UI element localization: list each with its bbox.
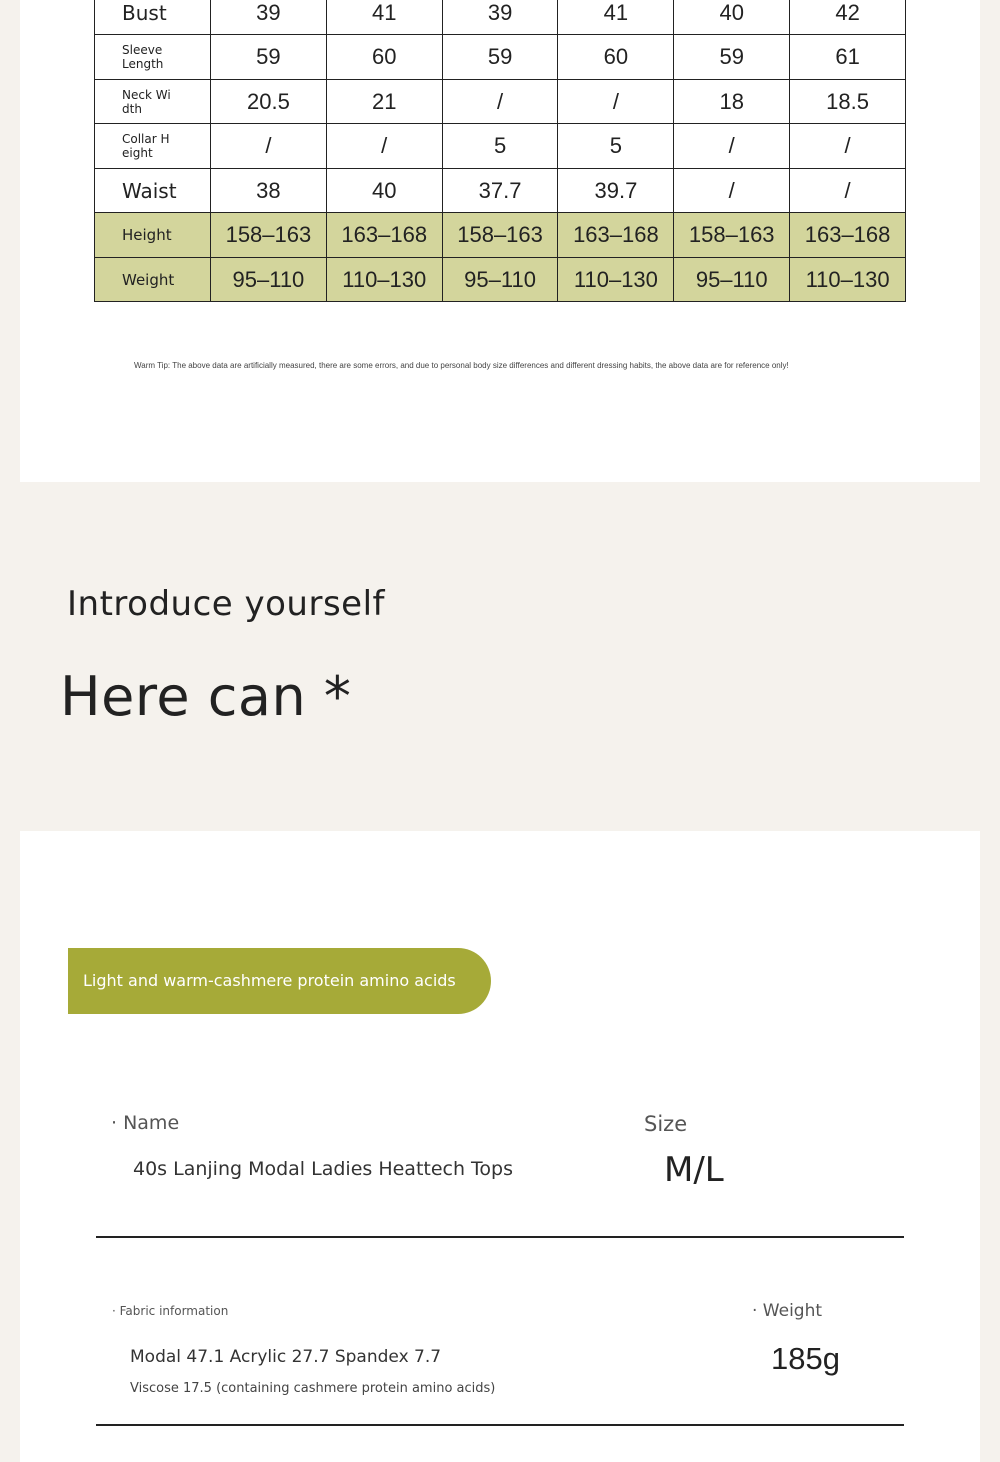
size-table-cell: 163–168 <box>790 213 906 258</box>
size-table-cell: / <box>790 169 906 213</box>
fabric-label: · Fabric information <box>112 1304 229 1318</box>
size-table-cell: 158–163 <box>211 213 327 258</box>
size-table-cell: 110–130 <box>790 258 906 302</box>
size-table-cell: 95–110 <box>674 258 790 302</box>
feature-banner: Light and warm-cashmere protein amino acids <box>68 948 491 1014</box>
size-table-row <box>95 35 906 80</box>
divider-line <box>96 1424 904 1426</box>
warm-tip: Warm Tip: The above data are artificially measured, there are some errors, and due to personal body size differences and different dressing habits, the above data are for reference only! <box>134 361 789 370</box>
name-label: · Name <box>111 1112 180 1134</box>
name-value: 40s Lanjing Modal Ladies Heattech Tops <box>133 1158 514 1180</box>
size-table-cell: 158–163 <box>442 213 558 258</box>
size-table-cell: 39.7 <box>558 169 674 213</box>
size-row-label: Neck Wi dth <box>95 80 211 124</box>
size-table-cell: 20.5 <box>211 80 327 124</box>
size-row-label: Waist <box>95 169 211 213</box>
size-table-cell: 59 <box>442 35 558 80</box>
size-table-cell: 60 <box>558 35 674 80</box>
size-table-cell: 18 <box>674 80 790 124</box>
size-table-cell: 158–163 <box>674 213 790 258</box>
size-table-cell: 59 <box>211 35 327 80</box>
size-table-cell: 41 <box>326 0 442 35</box>
size-table-cell: 41 <box>558 0 674 35</box>
size-table-cell: 18.5 <box>790 80 906 124</box>
size-table-cell: / <box>326 124 442 169</box>
size-table-cell: / <box>442 80 558 124</box>
size-table-cell: 60 <box>326 35 442 80</box>
weight-value: 185g <box>771 1341 840 1376</box>
size-table-cell: 61 <box>790 35 906 80</box>
size-label: Size <box>644 1112 688 1136</box>
size-table-cell: 5 <box>442 124 558 169</box>
size-table-row <box>95 169 906 213</box>
size-table-row <box>95 213 906 258</box>
size-table <box>94 0 906 302</box>
size-table-cell: 39 <box>211 0 327 35</box>
size-table-cell: 110–130 <box>558 258 674 302</box>
size-table-cell: / <box>674 124 790 169</box>
size-table-cell: 5 <box>558 124 674 169</box>
size-row-label: Sleeve Length <box>95 35 211 80</box>
weight-label: · Weight <box>752 1301 823 1321</box>
size-table-cell: / <box>558 80 674 124</box>
fabric-value-2: Viscose 17.5 (containing cashmere protein amino acids) <box>130 1381 496 1396</box>
size-table-cell: 95–110 <box>442 258 558 302</box>
size-table-row <box>95 124 906 169</box>
size-table-cell: 163–168 <box>558 213 674 258</box>
size-table-row <box>95 258 906 302</box>
intro-title: Introduce yourself <box>67 584 385 624</box>
size-table-cell: 39 <box>442 0 558 35</box>
size-table-cell: 42 <box>790 0 906 35</box>
size-table-cell: 59 <box>674 35 790 80</box>
divider-line <box>96 1236 904 1238</box>
size-table-cell: 40 <box>674 0 790 35</box>
size-value: M/L <box>664 1150 724 1190</box>
size-row-label: Weight <box>95 258 211 302</box>
intro-subtitle: Here can * <box>60 665 352 728</box>
size-table-cell: 37.7 <box>442 169 558 213</box>
size-table-row <box>95 80 906 124</box>
size-row-label: Bust <box>95 0 211 35</box>
size-table-cell: 21 <box>326 80 442 124</box>
size-table-cell: / <box>790 124 906 169</box>
size-table-row <box>95 0 906 35</box>
size-table-cell: 38 <box>211 169 327 213</box>
size-table-cell: / <box>674 169 790 213</box>
size-table-cell: 163–168 <box>326 213 442 258</box>
fabric-value-1: Modal 47.1 Acrylic 27.7 Spandex 7.7 <box>130 1347 442 1367</box>
size-row-label: Height <box>95 213 211 258</box>
size-table-cell: 110–130 <box>326 258 442 302</box>
size-table-cell: 40 <box>326 169 442 213</box>
size-table-cell: / <box>211 124 327 169</box>
size-table-cell: 95–110 <box>211 258 327 302</box>
size-row-label: Collar H eight <box>95 124 211 169</box>
